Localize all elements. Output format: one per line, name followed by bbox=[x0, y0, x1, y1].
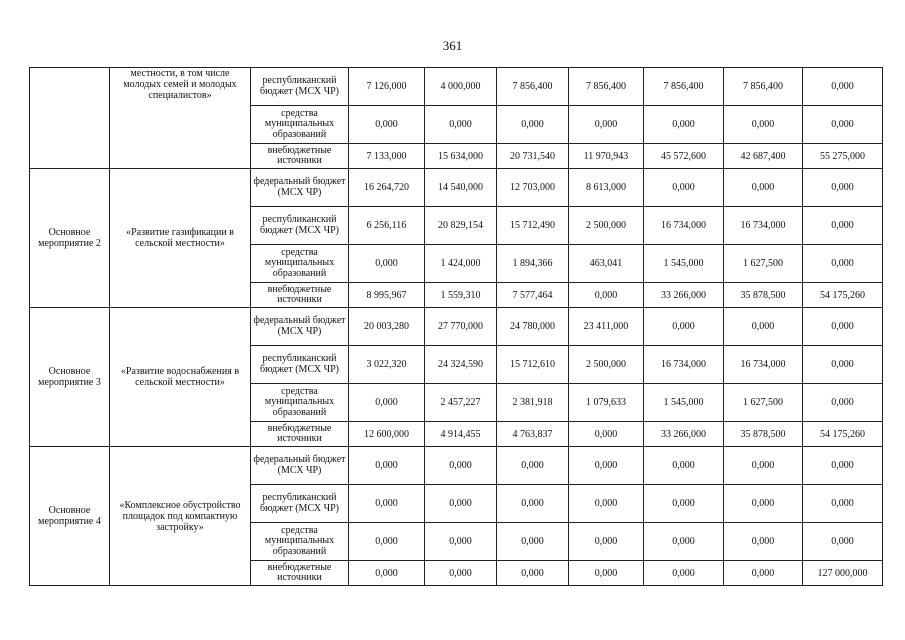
amount-cell: 0,000 bbox=[425, 561, 497, 586]
amount-cell: 23 411,000 bbox=[569, 308, 644, 346]
amount-cell: 0,000 bbox=[724, 485, 803, 523]
funding-source: внебюджетные источники bbox=[251, 422, 349, 447]
measure-description: «Комплексное обустройство площадок под компактную застройку» bbox=[110, 447, 251, 586]
amount-cell: 15 634,000 bbox=[425, 144, 497, 169]
amount-cell: 0,000 bbox=[644, 485, 724, 523]
page-number: 361 bbox=[442, 38, 463, 53]
funding-source: республиканский бюджет (МСХ ЧР) bbox=[251, 485, 349, 523]
amount-cell: 0,000 bbox=[349, 384, 425, 422]
amount-cell: 16 734,000 bbox=[644, 346, 724, 384]
amount-cell: 0,000 bbox=[425, 523, 497, 561]
amount-cell: 0,000 bbox=[425, 447, 497, 485]
amount-cell: 55 275,000 bbox=[803, 144, 883, 169]
amount-cell: 7 133,000 bbox=[349, 144, 425, 169]
amount-cell: 0,000 bbox=[349, 485, 425, 523]
amount-cell: 127 000,000 bbox=[803, 561, 883, 586]
amount-cell: 16 734,000 bbox=[644, 207, 724, 245]
amount-cell: 0,000 bbox=[644, 447, 724, 485]
amount-cell: 7 126,000 bbox=[349, 68, 425, 106]
funding-source: средства муниципальных образований bbox=[251, 384, 349, 422]
amount-cell: 0,000 bbox=[724, 447, 803, 485]
amount-cell: 0,000 bbox=[644, 523, 724, 561]
measure-description: «Развитие водоснабжения в сельской местности» bbox=[110, 308, 251, 447]
amount-cell: 0,000 bbox=[803, 207, 883, 245]
amount-cell: 24 780,000 bbox=[497, 308, 569, 346]
amount-cell: 45 572,600 bbox=[644, 144, 724, 169]
amount-cell: 0,000 bbox=[803, 245, 883, 283]
amount-cell: 35 878,500 bbox=[724, 422, 803, 447]
funding-source: внебюджетные источники bbox=[251, 144, 349, 169]
amount-cell: 2 500,000 bbox=[569, 207, 644, 245]
amount-cell: 6 256,116 bbox=[349, 207, 425, 245]
amount-cell: 0,000 bbox=[724, 308, 803, 346]
amount-cell: 0,000 bbox=[569, 561, 644, 586]
funding-source: средства муниципальных образований bbox=[251, 245, 349, 283]
amount-cell: 1 627,500 bbox=[724, 245, 803, 283]
amount-cell: 0,000 bbox=[497, 106, 569, 144]
amount-cell: 1 545,000 bbox=[644, 384, 724, 422]
amount-cell: 20 829,154 bbox=[425, 207, 497, 245]
table-row bbox=[30, 308, 883, 346]
amount-cell: 0,000 bbox=[803, 523, 883, 561]
amount-cell: 0,000 bbox=[569, 523, 644, 561]
amount-cell: 0,000 bbox=[724, 169, 803, 207]
amount-cell: 0,000 bbox=[569, 422, 644, 447]
amount-cell: 0,000 bbox=[569, 106, 644, 144]
amount-cell: 0,000 bbox=[644, 308, 724, 346]
funding-source: внебюджетные источники bbox=[251, 561, 349, 586]
funding-source: средства муниципальных образований bbox=[251, 523, 349, 561]
measure-label bbox=[30, 68, 110, 169]
amount-cell: 0,000 bbox=[349, 245, 425, 283]
amount-cell: 42 687,400 bbox=[724, 144, 803, 169]
amount-cell: 16 734,000 bbox=[724, 346, 803, 384]
amount-cell: 7 856,400 bbox=[644, 68, 724, 106]
amount-cell: 2 381,918 bbox=[497, 384, 569, 422]
measure-label: Основное мероприятие 3 bbox=[30, 308, 110, 447]
amount-cell: 15 712,490 bbox=[497, 207, 569, 245]
amount-cell: 0,000 bbox=[349, 447, 425, 485]
funding-source: внебюджетные источники bbox=[251, 283, 349, 308]
table-row bbox=[30, 169, 883, 207]
amount-cell: 0,000 bbox=[497, 447, 569, 485]
amount-cell: 3 022,320 bbox=[349, 346, 425, 384]
amount-cell: 0,000 bbox=[803, 169, 883, 207]
table-row bbox=[30, 447, 883, 485]
amount-cell: 2 500,000 bbox=[569, 346, 644, 384]
amount-cell: 4 000,000 bbox=[425, 68, 497, 106]
amount-cell: 0,000 bbox=[803, 106, 883, 144]
amount-cell: 0,000 bbox=[724, 561, 803, 586]
amount-cell: 1 545,000 bbox=[644, 245, 724, 283]
amount-cell: 54 175,260 bbox=[803, 283, 883, 308]
amount-cell: 0,000 bbox=[497, 485, 569, 523]
amount-cell: 1 627,500 bbox=[724, 384, 803, 422]
funding-table bbox=[29, 67, 883, 586]
funding-source: республиканский бюджет (МСХ ЧР) bbox=[251, 346, 349, 384]
amount-cell: 0,000 bbox=[644, 561, 724, 586]
amount-cell: 0,000 bbox=[569, 485, 644, 523]
amount-cell: 7 856,400 bbox=[497, 68, 569, 106]
measure-description: местности, в том числе молодых семей и молодых специалистов» bbox=[110, 68, 251, 169]
amount-cell: 0,000 bbox=[724, 523, 803, 561]
measure-label: Основное мероприятие 4 bbox=[30, 447, 110, 586]
amount-cell: 14 540,000 bbox=[425, 169, 497, 207]
amount-cell: 16 264,720 bbox=[349, 169, 425, 207]
amount-cell: 0,000 bbox=[497, 523, 569, 561]
amount-cell: 7 577,464 bbox=[497, 283, 569, 308]
funding-source: республиканский бюджет (МСХ ЧР) bbox=[251, 207, 349, 245]
amount-cell: 0,000 bbox=[644, 106, 724, 144]
amount-cell: 15 712,610 bbox=[497, 346, 569, 384]
amount-cell: 7 856,400 bbox=[569, 68, 644, 106]
amount-cell: 54 175,260 bbox=[803, 422, 883, 447]
amount-cell: 0,000 bbox=[497, 561, 569, 586]
measure-label: Основное мероприятие 2 bbox=[30, 169, 110, 308]
funding-source: федеральный бюджет (МСХ ЧР) bbox=[251, 447, 349, 485]
amount-cell: 35 878,500 bbox=[724, 283, 803, 308]
funding-source: федеральный бюджет (МСХ ЧР) bbox=[251, 169, 349, 207]
amount-cell: 0,000 bbox=[803, 68, 883, 106]
amount-cell: 20 003,280 bbox=[349, 308, 425, 346]
measure-description: «Развитие газификации в сельской местности» bbox=[110, 169, 251, 308]
amount-cell: 0,000 bbox=[803, 346, 883, 384]
funding-source: федеральный бюджет (МСХ ЧР) bbox=[251, 308, 349, 346]
amount-cell: 4 914,455 bbox=[425, 422, 497, 447]
amount-cell: 0,000 bbox=[724, 106, 803, 144]
amount-cell: 0,000 bbox=[644, 169, 724, 207]
funding-source: средства муниципальных образований bbox=[251, 106, 349, 144]
amount-cell: 1 424,000 bbox=[425, 245, 497, 283]
amount-cell: 0,000 bbox=[803, 485, 883, 523]
amount-cell: 12 703,000 bbox=[497, 169, 569, 207]
amount-cell: 33 266,000 bbox=[644, 283, 724, 308]
amount-cell: 0,000 bbox=[569, 283, 644, 308]
amount-cell: 4 763,837 bbox=[497, 422, 569, 447]
amount-cell: 0,000 bbox=[803, 447, 883, 485]
amount-cell: 7 856,400 bbox=[724, 68, 803, 106]
amount-cell: 8 995,967 bbox=[349, 283, 425, 308]
amount-cell: 1 079,633 bbox=[569, 384, 644, 422]
amount-cell: 33 266,000 bbox=[644, 422, 724, 447]
amount-cell: 16 734,000 bbox=[724, 207, 803, 245]
amount-cell: 0,000 bbox=[425, 106, 497, 144]
amount-cell: 463,041 bbox=[569, 245, 644, 283]
amount-cell: 0,000 bbox=[803, 308, 883, 346]
table-row bbox=[30, 68, 883, 106]
amount-cell: 0,000 bbox=[803, 384, 883, 422]
amount-cell: 1 894,366 bbox=[497, 245, 569, 283]
amount-cell: 11 970,943 bbox=[569, 144, 644, 169]
amount-cell: 0,000 bbox=[349, 523, 425, 561]
amount-cell: 1 559,310 bbox=[425, 283, 497, 308]
amount-cell: 24 324,590 bbox=[425, 346, 497, 384]
amount-cell: 0,000 bbox=[349, 106, 425, 144]
amount-cell: 0,000 bbox=[425, 485, 497, 523]
amount-cell: 20 731,540 bbox=[497, 144, 569, 169]
amount-cell: 27 770,000 bbox=[425, 308, 497, 346]
amount-cell: 0,000 bbox=[349, 561, 425, 586]
funding-source: республиканский бюджет (МСХ ЧР) bbox=[251, 68, 349, 106]
amount-cell: 12 600,000 bbox=[349, 422, 425, 447]
amount-cell: 2 457,227 bbox=[425, 384, 497, 422]
amount-cell: 8 613,000 bbox=[569, 169, 644, 207]
amount-cell: 0,000 bbox=[569, 447, 644, 485]
